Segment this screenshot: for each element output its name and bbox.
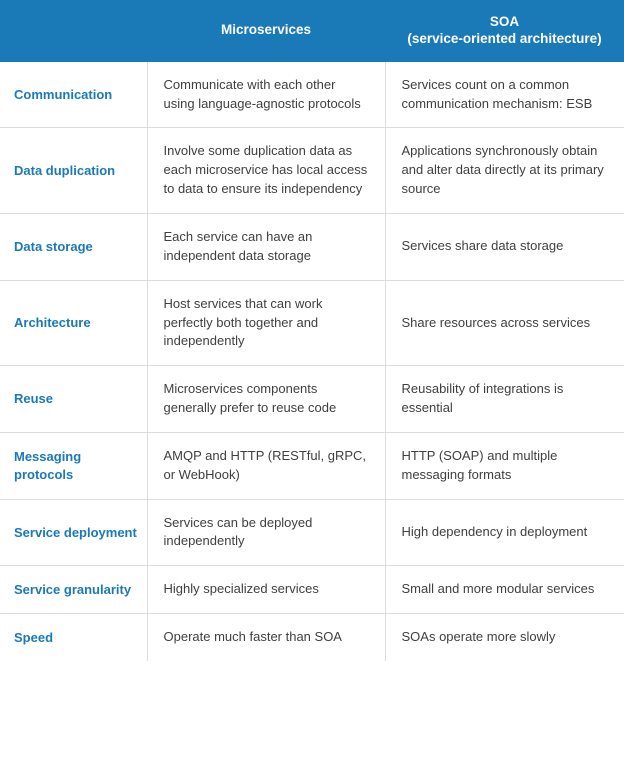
- table-row: [0, 432, 624, 499]
- header-soa-title: SOA: [489, 14, 520, 29]
- table-row: [0, 213, 624, 280]
- cell-microservices-architecture: Host services that can work perfectly both together and independently: [147, 280, 385, 366]
- row-label-data-storage: Data storage: [0, 213, 147, 280]
- row-label-service-granularity: Service granularity: [0, 566, 147, 614]
- header-soa-subtitle: (service-oriented architecture): [407, 30, 602, 46]
- table-row: [0, 128, 624, 214]
- cell-soa-communication: Services count on a common communication mechanism: ESB: [385, 62, 624, 128]
- cell-microservices-data-duplication: Involve some duplication data as each microservice has local access to data to ensure its independency: [147, 128, 385, 214]
- cell-microservices-data-storage: Each service can have an independent data storage: [147, 213, 385, 280]
- cell-soa-data-storage: Services share data storage: [385, 213, 624, 280]
- row-label-reuse: Reuse: [0, 366, 147, 433]
- cell-microservices-service-granularity: Highly specialized services: [147, 566, 385, 614]
- table-row: [0, 566, 624, 614]
- cell-soa-service-deployment: High dependency in deployment: [385, 499, 624, 566]
- cell-soa-speed: SOAs operate more slowly: [385, 614, 624, 661]
- cell-soa-data-duplication: Applications synchronously obtain and alter data directly at its primary source: [385, 128, 624, 214]
- cell-microservices-speed: Operate much faster than SOA: [147, 614, 385, 661]
- cell-microservices-service-deployment: Services can be deployed independently: [147, 499, 385, 566]
- cell-soa-architecture: Share resources across services: [385, 280, 624, 366]
- row-label-messaging-protocols: Messaging protocols: [0, 432, 147, 499]
- table-row: [0, 614, 624, 661]
- cell-soa-messaging-protocols: HTTP (SOAP) and multiple messaging formats: [385, 432, 624, 499]
- row-label-speed: Speed: [0, 614, 147, 661]
- header-corner-cell: [0, 0, 147, 62]
- cell-microservices-communication: Communicate with each other using language-agnostic protocols: [147, 62, 385, 128]
- cell-microservices-reuse: Microservices components generally prefer to reuse code: [147, 366, 385, 433]
- table-body: [0, 62, 624, 661]
- table-row: [0, 499, 624, 566]
- cell-soa-reuse: Reusability of integrations is essential: [385, 366, 624, 433]
- header-microservices: Microservices: [147, 0, 385, 62]
- row-label-data-duplication: Data duplication: [0, 128, 147, 214]
- table-row: [0, 366, 624, 433]
- table-row: [0, 62, 624, 128]
- row-label-service-deployment: Service deployment: [0, 499, 147, 566]
- table-header: [0, 0, 624, 62]
- row-label-communication: Communication: [0, 62, 147, 128]
- header-soa: [385, 0, 624, 62]
- header-row: [0, 0, 624, 62]
- row-label-architecture: Architecture: [0, 280, 147, 366]
- table-row: [0, 280, 624, 366]
- cell-soa-service-granularity: Small and more modular services: [385, 566, 624, 614]
- cell-microservices-messaging-protocols: AMQP and HTTP (RESTful, gRPC, or WebHook): [147, 432, 385, 499]
